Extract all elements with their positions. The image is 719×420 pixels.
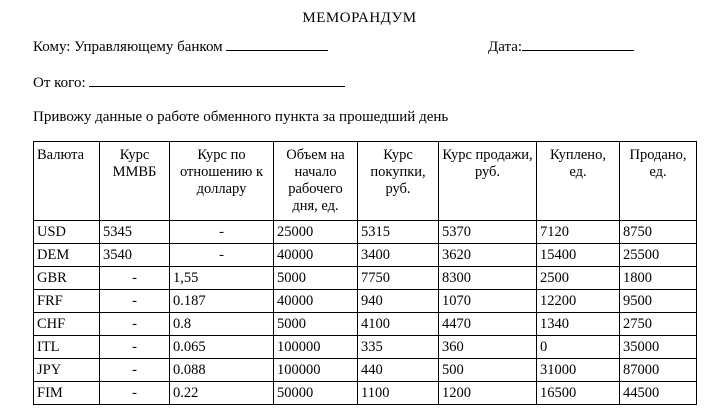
table-cell: 87000 [620, 359, 697, 382]
date-label: Дата: [488, 39, 523, 55]
table-row [34, 267, 697, 290]
col-header-start-volume: Объем на начало рабочего дня, ед. [274, 142, 358, 221]
table-row [34, 313, 697, 336]
table-cell: 0.8 [170, 313, 274, 336]
table-cell: 40000 [274, 244, 358, 267]
table-row [34, 221, 697, 244]
table-cell: - [170, 221, 274, 244]
table-cell: 40000 [274, 290, 358, 313]
table-cell: 16500 [537, 382, 620, 405]
table-cell: 1340 [537, 313, 620, 336]
table-cell: 500 [439, 359, 537, 382]
table-cell: 440 [358, 359, 439, 382]
table-row [34, 359, 697, 382]
date-line [488, 36, 634, 56]
table-cell: 8750 [620, 221, 697, 244]
table-cell: - [170, 244, 274, 267]
table-row [34, 336, 697, 359]
table-cell: 9500 [620, 290, 697, 313]
table-cell: 940 [358, 290, 439, 313]
table-cell: 4470 [439, 313, 537, 336]
table-cell: 0.088 [170, 359, 274, 382]
to-blank-line [226, 36, 328, 51]
table-cell: 5000 [274, 313, 358, 336]
table-cell: 8300 [439, 267, 537, 290]
table-cell: 5000 [274, 267, 358, 290]
table-cell: 3400 [358, 244, 439, 267]
table-cell: - [100, 336, 170, 359]
table-cell: 5370 [439, 221, 537, 244]
table-cell: 44500 [620, 382, 697, 405]
to-label: Кому: Управляющему банком [33, 39, 223, 55]
table-cell: 0.065 [170, 336, 274, 359]
table-cell: - [100, 290, 170, 313]
table-cell: 1100 [358, 382, 439, 405]
table-cell: FRF [34, 290, 100, 313]
table-cell: 7120 [537, 221, 620, 244]
table-cell: JPY [34, 359, 100, 382]
table-cell: 35000 [620, 336, 697, 359]
from-label: От кого: [33, 75, 86, 91]
table-header-row [34, 142, 697, 221]
table-cell: 5345 [100, 221, 170, 244]
table-cell: 25500 [620, 244, 697, 267]
table-cell: 50000 [274, 382, 358, 405]
col-header-currency: Валюта [34, 142, 100, 221]
from-blank-line [89, 72, 345, 87]
table-cell: 1200 [439, 382, 537, 405]
table-cell: - [100, 313, 170, 336]
table-cell: 0.22 [170, 382, 274, 405]
table-cell: 100000 [274, 359, 358, 382]
table-cell: 12200 [537, 290, 620, 313]
col-header-bought: Куплено, ед. [537, 142, 620, 221]
table-cell: 100000 [274, 336, 358, 359]
table-row [34, 290, 697, 313]
col-header-sell-rate: Курс продажи, руб. [439, 142, 537, 221]
table-cell: 1,55 [170, 267, 274, 290]
table-cell: 5315 [358, 221, 439, 244]
table-cell: 360 [439, 336, 537, 359]
table-cell: USD [34, 221, 100, 244]
table-row [34, 244, 697, 267]
memo-title: МЕМОРАНДУМ [302, 10, 417, 26]
col-header-buy-rate: Курс покупки, руб. [358, 142, 439, 221]
table-row [34, 382, 697, 405]
intro-text: Привожу данные о работе обменного пункта за прошедший день [33, 109, 449, 125]
table-cell: 25000 [274, 221, 358, 244]
exchange-table [33, 141, 697, 405]
table-cell: 2500 [537, 267, 620, 290]
table-cell: 7750 [358, 267, 439, 290]
table-cell: 4100 [358, 313, 439, 336]
table-cell: ITL [34, 336, 100, 359]
table-cell: 3540 [100, 244, 170, 267]
table-cell: 15400 [537, 244, 620, 267]
table-cell: 1800 [620, 267, 697, 290]
table-cell: - [100, 267, 170, 290]
col-header-sold: Продано, ед. [620, 142, 697, 221]
table-cell: - [100, 382, 170, 405]
col-header-mmvb-rate: Курс ММВБ [100, 142, 170, 221]
date-blank-line [522, 36, 634, 51]
table-cell: 3620 [439, 244, 537, 267]
table-cell: 2750 [620, 313, 697, 336]
table-cell: FIM [34, 382, 100, 405]
table-cell: - [100, 359, 170, 382]
from-line [33, 72, 345, 92]
table-cell: 31000 [537, 359, 620, 382]
table-cell: DEM [34, 244, 100, 267]
table-cell: 0.187 [170, 290, 274, 313]
col-header-usd-rate: Курс по отношению к доллару [170, 142, 274, 221]
table-cell: 0 [537, 336, 620, 359]
table-cell: CHF [34, 313, 100, 336]
table-cell: 335 [358, 336, 439, 359]
table-cell: GBR [34, 267, 100, 290]
table-cell: 1070 [439, 290, 537, 313]
to-line [33, 36, 328, 56]
